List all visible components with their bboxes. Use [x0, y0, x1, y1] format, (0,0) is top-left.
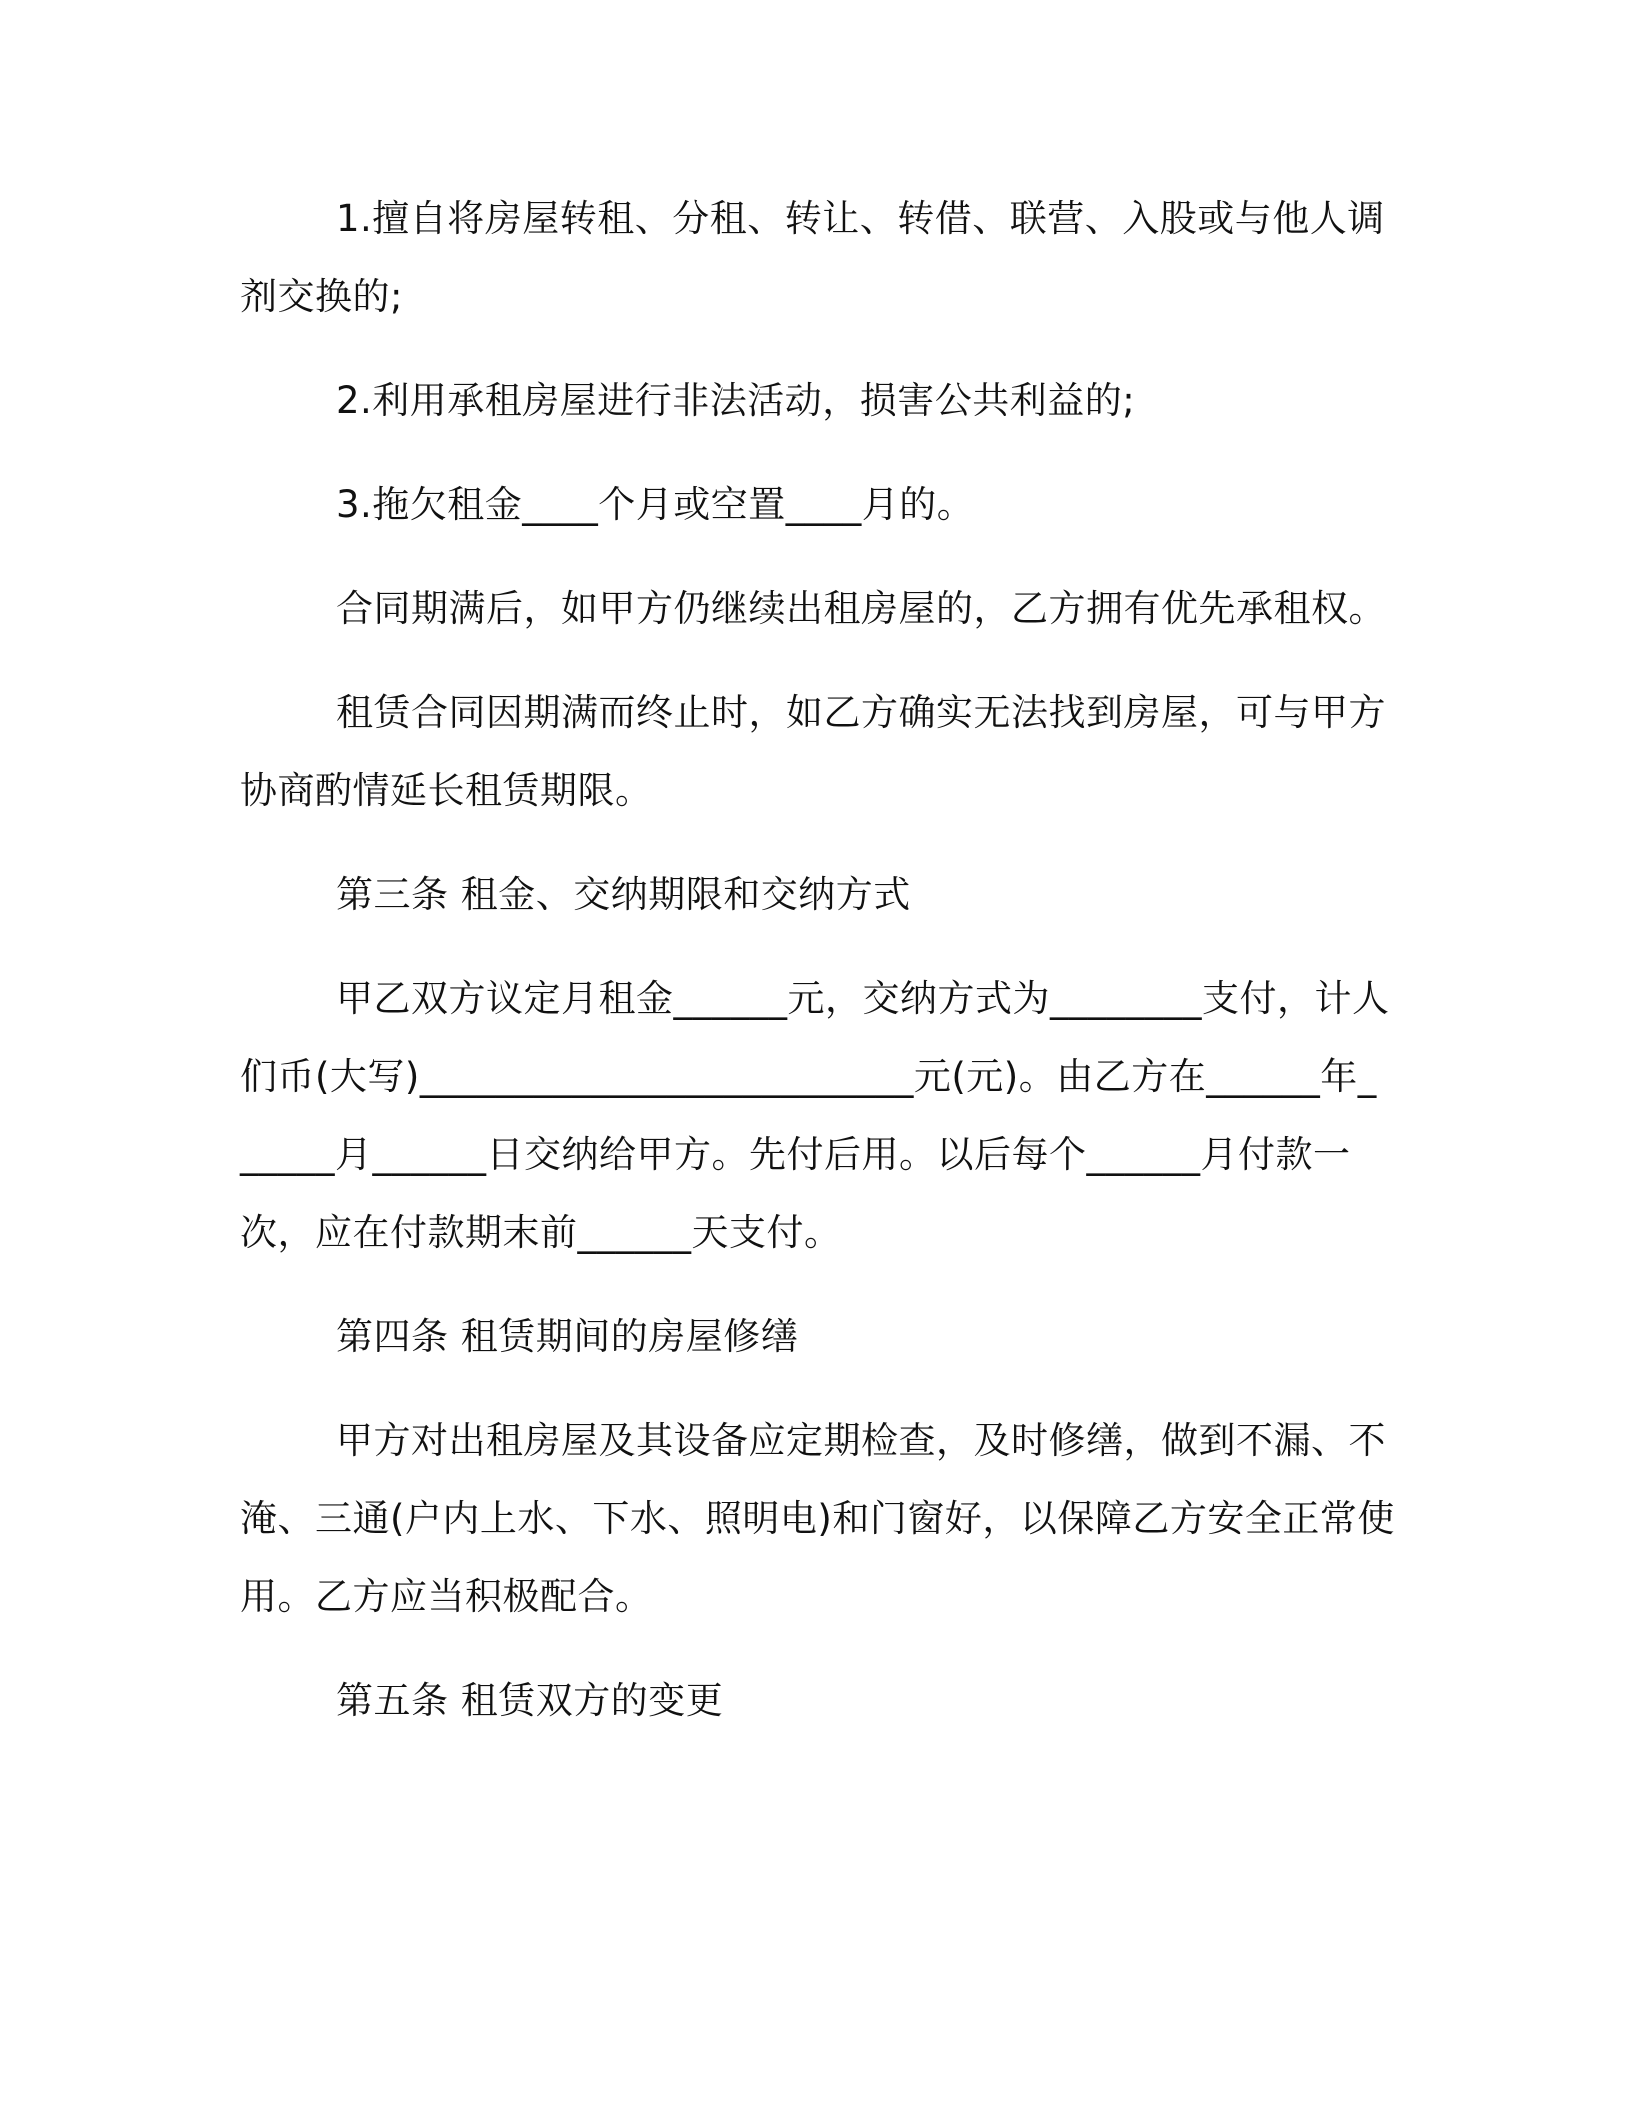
article-4-heading: 第四条 租赁期间的房屋修缮 — [336, 1315, 799, 1358]
article-3-heading: 第三条 租金、交纳期限和交纳方式 — [336, 873, 911, 916]
clause-item-3: 3.拖欠租金____个月或空置____月的。 — [336, 483, 975, 526]
document-page — [240, 180, 1395, 1766]
clause-item-1: 1.擅自将房屋转租、分租、转让、转借、联营、入股或与他人调剂交换的; — [240, 197, 1385, 318]
lease-extension-paragraph: 租赁合同因期满而终止时，如乙方确实无法找到房屋，可与甲方协商酌情延长租赁期限。 — [240, 691, 1386, 812]
priority-lease-paragraph: 合同期满后，如甲方仍继续出租房屋的，乙方拥有优先承租权。 — [336, 587, 1386, 630]
article-5-heading: 第五条 租赁双方的变更 — [336, 1679, 724, 1722]
clause-item-2: 2.利用承租房屋进行非法活动，损害公共利益的; — [336, 379, 1136, 422]
rent-payment-paragraph: 甲乙双方议定月租金______元，交纳方式为________支付，计人们币(大写)__________________________元(元)。由乙方在______年______月______日交纳给甲方。先付后用。以后每个______月付款一次，应在付款期末前______天支付。 — [240, 977, 1390, 1254]
repair-paragraph: 甲方对出租房屋及其设备应定期检查，及时修缮，做到不漏、不淹、三通(户内上水、下水、照明电)和门窗好，以保障乙方安全正常使用。乙方应当积极配合。 — [240, 1419, 1395, 1618]
